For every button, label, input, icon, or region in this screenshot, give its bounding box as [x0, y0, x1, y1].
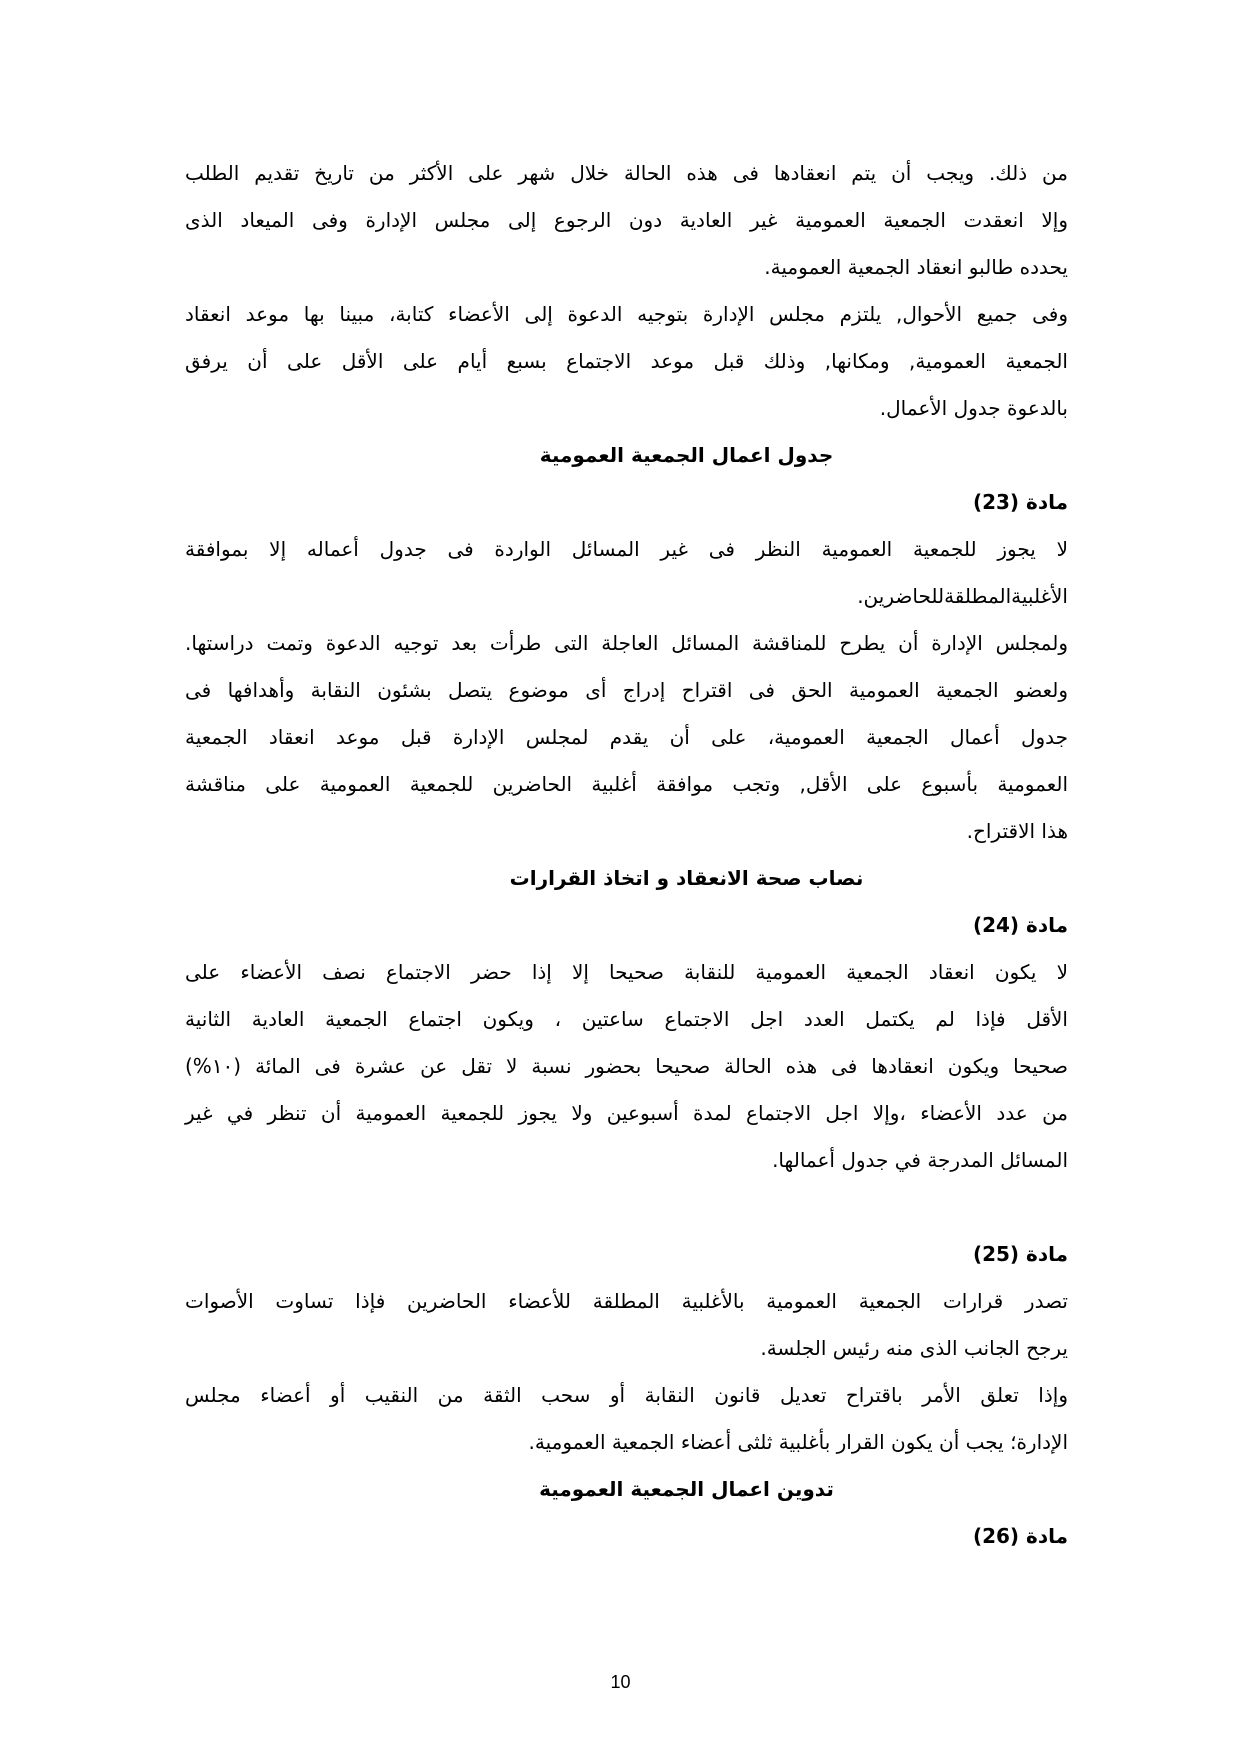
text-line: يحدده طالبو انعقاد الجمعية العمومية. — [764, 255, 1068, 279]
text-line: بالدعوة جدول الأعمال. — [879, 396, 1068, 420]
text-line: الإدارة؛ يجب أن يكون القرار بأغلبية ثلثى أعضاء الجمعية العمومية. — [528, 1430, 1068, 1454]
text-line: لا يجوز للجمعية العمومية النظر فى غير المسائل الواردة فى جدول أعماله إلا بموافقة — [185, 537, 1068, 561]
text-line: الجمعية العمومية, ومكانها, وذلك قبل موعد الاجتماع بسبع أيام على الأقل على أن يرفق — [185, 349, 1068, 373]
document-body — [185, 150, 1068, 1560]
text-line: من ذلك. ويجب أن يتم انعقادها فى هذه الحالة خلال شهر على الأكثر من تاريخ تقديم الطلب — [185, 161, 1068, 185]
text-line: صحيحا ويكون انعقادها فى هذه الحالة صحيحا بحضور نسبة لا تقل عن عشرة فى المائة (١٠%) — [185, 1054, 1068, 1078]
text-line: وفى جميع الأحوال, يلتزم مجلس الإدارة بتوجيه الدعوة إلى الأعضاء كتابة، مبينا بها موعد انعقاد — [185, 302, 1068, 326]
article-number: مادة (23) — [972, 490, 1068, 514]
text-line: من عدد الأعضاء ،وإلا اجل الاجتماع لمدة أسبوعين ولا يجوز للجمعية العمومية أن تنظر في غير — [185, 1101, 1068, 1125]
article-number: مادة (24) — [972, 913, 1068, 937]
paragraph-gap — [185, 1184, 1068, 1231]
text-line: العمومية بأسبوع على الأقل, وتجب موافقة أغلبية الحاضرين للجمعية العمومية على مناقشة — [185, 772, 1068, 796]
section-heading: جدول اعمال الجمعية العمومية — [539, 443, 834, 467]
text-line: الأغلبيةالمطلقةللحاضرين. — [857, 584, 1068, 608]
text-line: المسائل المدرجة في جدول أعمالها. — [772, 1148, 1068, 1172]
text-line: تصدر قرارات الجمعية العمومية بالأغلبية المطلقة للأعضاء الحاضرين فإذا تساوت الأصوات — [185, 1289, 1068, 1313]
text-line: وإلا انعقدت الجمعية العمومية غير العادية دون الرجوع إلى مجلس الإدارة وفى الميعاد الذى — [185, 208, 1068, 232]
text-line: وإذا تعلق الأمر باقتراح تعديل قانون النقابة أو سحب الثقة من النقيب أو أعضاء مجلس — [185, 1383, 1068, 1407]
text-line: لا يكون انعقاد الجمعية العمومية للنقابة صحيحا إلا إذا حضر الاجتماع نصف الأعضاء على — [185, 960, 1068, 984]
text-line: ولعضو الجمعية العمومية الحق فى اقتراح إدراج أى موضوع يتصل بشئون النقابة وأهدافها فى — [185, 678, 1068, 702]
text-line: جدول أعمال الجمعية العمومية، على أن يقدم لمجلس الإدارة قبل موعد انعقاد الجمعية — [185, 725, 1068, 749]
article-number: مادة (25) — [972, 1242, 1068, 1266]
section-heading: نصاب صحة الانعقاد و اتخاذ القرارات — [509, 866, 864, 890]
text-line: الأقل فإذا لم يكتمل العدد اجل الاجتماع ساعتين ، ويكون اجتماع الجمعية العادية الثانية — [185, 1007, 1068, 1031]
article-number: مادة (26) — [972, 1524, 1068, 1548]
text-line: هذا الاقتراح. — [966, 819, 1068, 843]
page-number: 10 — [610, 1672, 631, 1692]
text-line: يرجح الجانب الذى منه رئيس الجلسة. — [760, 1336, 1068, 1360]
text-line: ولمجلس الإدارة أن يطرح للمناقشة المسائل العاجلة التى طرأت بعد توجيه الدعوة وتمت دراستها. — [185, 631, 1068, 655]
section-heading: تدوين اعمال الجمعية العمومية — [539, 1477, 834, 1501]
